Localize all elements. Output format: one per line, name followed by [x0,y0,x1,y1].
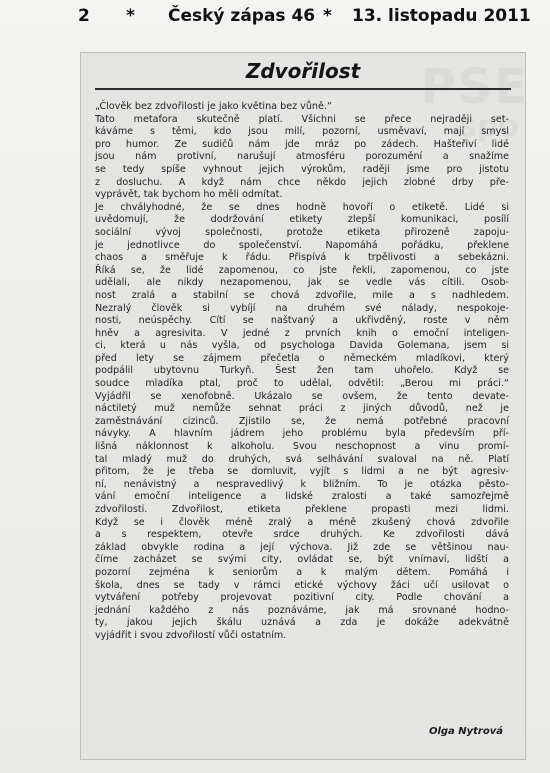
article-line: jednání každého z nás poznáváme, jak má srovnané hodno- [95,604,509,616]
article-title: Zdvořilost [245,59,361,83]
page-header [0,0,550,38]
page-number: 2 [78,6,90,26]
article-author: Olga Nytrová [428,726,503,737]
title-divider [95,88,511,90]
article-line: škola, dnes se tady v rámci etické výchovy žáci učí usilovat o [95,579,509,591]
article-line: Říká se, že lidé zapomenou, co jste řekli, zapomenou, co jste [95,264,509,276]
article-line: zdvořilosti. Zdvořilost, etiketa překlene propasti mezi lidmi. [95,504,509,515]
article-body [95,101,509,643]
article-line: podpálil ubytovnu Turkyň. Šest žen tam uhořelo. Když se [95,365,509,377]
article-line: se tedy spíše vyhnout jejich výrokům, raději jsme pro jistotu [95,163,509,175]
header-separator: * [126,6,135,26]
article-line: ní, nenávistný a nespravedlivý k bližním. To je otázka pěsto- [95,478,509,490]
article-line: pro humor. Ze sudičů nám jde mráz po zádech. Hašteřiví lidé [95,138,509,150]
article-line: hněv a agresivita. V jedné z prvních knih o emoční inteligen- [95,327,509,339]
article-line: vyprávět, tak bychom ho měli odmítat. [95,189,283,201]
article-line: Tato metafora skutečně platí. Všichni se přece nejraději set- [95,113,509,125]
article-line: sociální vývoj společnosti, protože etiketa přirozeně zapoju- [95,226,509,238]
article-line: Je chvályhodné, že se dnes hodně hovoří o etiketě. Lidé si [95,201,509,213]
article-line: před lety se zájmem přečetla o německém mladíkovi, který [95,352,509,364]
article-line: zaměstnávání cizinců. Zjistilo se, že nemá potřebné pracovní [95,415,509,427]
article-line: náctiletý muž nemůže sehnat práci z jiných důvodů, než je [95,403,509,415]
article-box [80,52,526,760]
article-line: lišná náklonnost k alkoholu. Svou neschopnost a vinu promí- [95,441,509,453]
article-line: číme zacházet se svými city, ovládat se, být vnímaví, lidští a [95,554,509,566]
article-line: jsou nám protivní, narušují atmosféru porozumění a snažíme [95,151,509,163]
publication-name: Český zápas 46 [168,6,316,26]
article-line: soudce mladíka ptal, proč to udělal, odvětil: „Berou mi práci.“ [95,378,509,390]
article-line: chaos a směřuje k řádu. Přispívá k trpělivosti a sebekázni. [95,252,509,264]
article-line: Když se i člověk méně zralý a méně zkušený chová zdvořile [95,516,509,528]
article-line: nosti, neúspěchy. Cítí se naštvaný a ukřivděný, roste v něm [95,315,509,327]
article-line: udělali, ale nikdy nezapomenou, jak se vedle vás cítili. Osob- [95,277,509,289]
article-line: základ obvykle rodina a její výchova. Již zde se většinou nau- [95,541,509,553]
header-separator: * [323,6,332,26]
article-line: káváme s těmi, kdo jsou milí, pozorní, usměvaví, mají smysl [95,126,509,138]
article-line: vytváření potřeby projevovat pozitivní city. Podle chování a [95,592,509,604]
article-line: tal mladý muž do druhých, svá selhávání svaloval na ně. Platí [95,453,509,465]
article-line: a s respektem, otevře srdce druhých. Ke zdvořilosti dává [95,529,509,541]
article-line: Nezralý člověk si vybíjí na druhém své nálady, nespokoje- [95,302,509,314]
article-line: ci, která u nás vyšla, od psychologa Davida Golemana, jsem si [95,340,509,352]
issue-date: 13. listopadu 2011 [352,6,531,26]
article-line: z dosluchu. A když nám chce někdo jejich zlobné drby pře- [95,176,509,188]
article-line: uvědomují, že dodržování etikety zlepší komunikaci, posílí [95,214,509,226]
article-line: pozorní zejména k seniorům a k malým dětem. Pomáhá i [95,566,509,578]
article-line: „Člověk bez zdvořilosti je jako květina bez vůně.“ [95,101,332,112]
article-line: návyky. A hlavním jádrem jeho problému byla především pří- [95,428,509,440]
article-line: je jednotlivce do společenství. Napomáhá pořádku, překlene [95,239,509,251]
article-line: Vyjádřil se xenofobně. Ukázalo se ovšem, že tento devate- [95,390,509,402]
article-line: nost zralá a stabilní se chová zdvořile, mile a s nadhledem. [95,289,509,301]
article-line: ty, jakou jejich škálu uznává a zda je dokáže adekvátně [95,617,509,629]
article-line: vyjádřit i svou zdvořilostí vůči ostatním. [95,629,287,641]
article-line: vání emoční inteligence a lidské zralosti a také samozřejmě [95,491,509,503]
article-line: přitom, že je třeba se domluvit, vyjít s lidmi a ne být agresiv- [95,466,509,478]
